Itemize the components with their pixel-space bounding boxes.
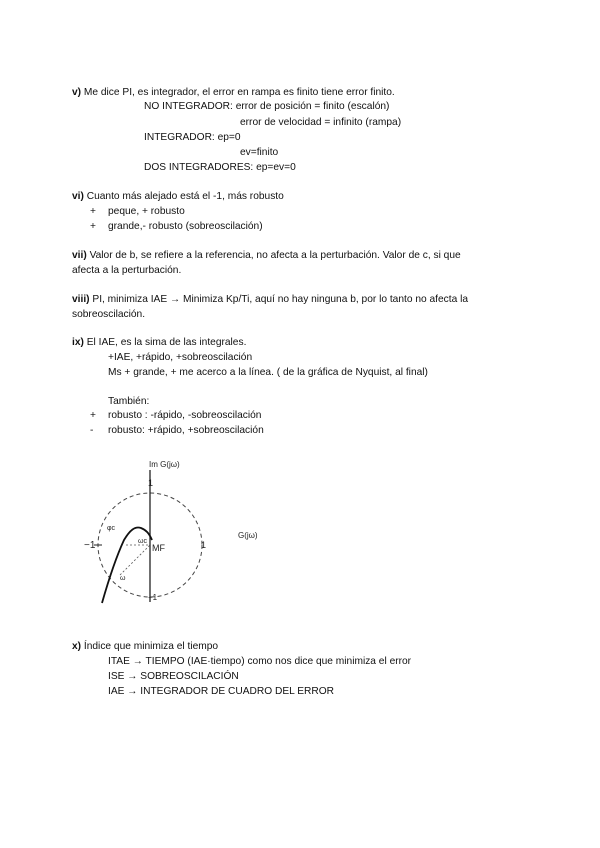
bullet: + [90, 221, 96, 232]
small-label-3: ω [120, 575, 126, 582]
section-v-label: v) [72, 87, 82, 98]
iae-x-line: IAE → INTEGRADOR DE CUADRO DEL ERROR [108, 686, 335, 697]
left-tick-label: −1 [84, 540, 96, 551]
section-vii-text: Valor de b, se refiere a la referencia, no afecta a la perturbación. Valor de c, si que [86, 250, 461, 261]
section-viii-text: PI, minimiza IAE → Minimiza Kp/Ti, aquí no hay ninguna b, por lo tanto no afecta la [89, 294, 469, 305]
section-vii-label: vii) [72, 250, 87, 261]
section-x-label: x) [72, 641, 82, 652]
integrador-line: INTEGRADOR: ep=0 [144, 132, 241, 143]
section-v-text: Me dice PI, es integrador, el error en rampa es finito tiene error finito. [81, 87, 395, 98]
itae-line: ITAE → TIEMPO (IAE·tiempo) como nos dice que minimiza el error [108, 656, 412, 667]
ise-line: ISE → SOBREOSCILACIÓN [108, 671, 239, 682]
section-vi-text: Cuanto más alejado está el -1, más robusto [83, 191, 284, 202]
integrador-ev-line: ev=finito [240, 147, 279, 158]
section-x-text: Índice que minimiza el tiempo [81, 641, 219, 652]
section-viii-line2: sobreoscilación. [72, 309, 146, 320]
section-vi-label: vi) [72, 191, 84, 202]
list-item-text: peque, + robusto [108, 206, 185, 217]
dos-integradores-line: DOS INTEGRADORES: ep=ev=0 [144, 162, 296, 173]
section-vii-line2: afecta a la perturbación. [72, 265, 182, 276]
iae-line: +IAE, +rápido, +sobreoscilación [108, 352, 253, 363]
ms-line: Ms + grande, + me acerco a la línea. ( de la gráfica de Nyquist, al final) [108, 367, 428, 378]
mf-label: MF [152, 543, 165, 553]
small-label-2: ωc [138, 538, 147, 545]
no-integrador-vel-line: error de velocidad = infinito (rampa) [240, 117, 402, 128]
bullet: + [90, 206, 96, 217]
list-item-text: robusto : -rápido, -sobreoscilación [108, 410, 262, 421]
bullet: - [90, 425, 94, 436]
section-ix-label: ix) [72, 337, 84, 348]
bottom-tick-label: −1 [148, 593, 158, 602]
margin-line [120, 545, 150, 575]
bullet: + [90, 410, 96, 421]
section-viii-label: viii) [72, 294, 90, 305]
axis-label: Im G(jω) [149, 460, 180, 469]
section-ix-text: El IAE, es la sima de las integrales. [83, 337, 247, 348]
section-x-intro [72, 640, 218, 653]
right-tick-label: 1 [201, 540, 207, 550]
top-tick-label: 1 [148, 478, 154, 488]
list-item-text: grande,- robusto (sobreoscilación) [108, 221, 263, 232]
side-label: G(jω) [238, 531, 258, 540]
list-item-text: robusto: +rápido, +sobreoscilación [108, 425, 264, 436]
tambien-line: También: [108, 396, 150, 407]
small-label-1: φc [107, 525, 116, 532]
no-integrador-line: NO INTEGRADOR: error de posición = finito (escalón) [144, 101, 390, 112]
